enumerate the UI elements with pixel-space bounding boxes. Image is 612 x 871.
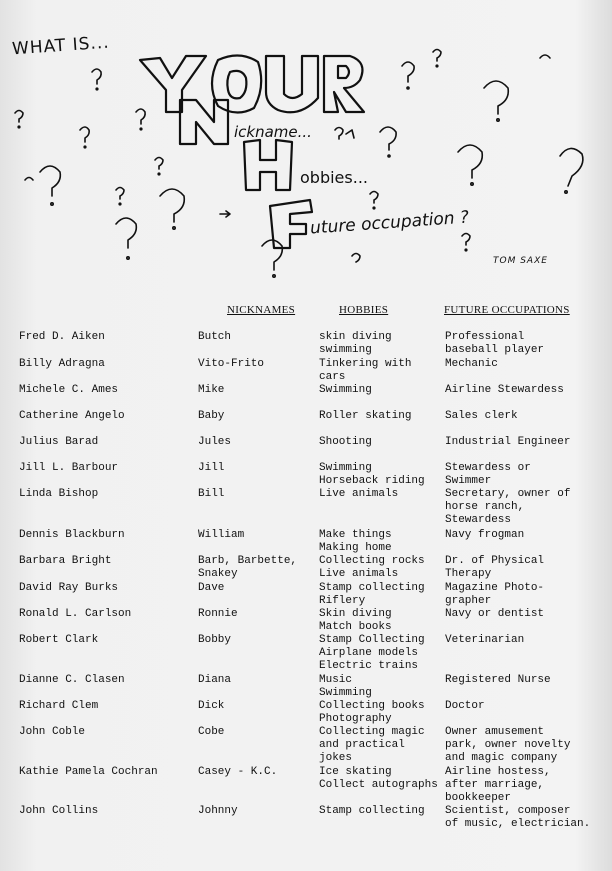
student-name: Billy Adragna: [19, 358, 105, 370]
student-nickname: Diana: [198, 674, 232, 686]
future-occupation-word: uture occupation ?: [309, 207, 470, 239]
nickname-word: ickname...: [234, 123, 312, 141]
student-future-occupation: Registered Nurse: [445, 674, 551, 686]
student-future-occupation: Industrial Engineer: [445, 436, 571, 448]
student-future-occupation: Navy or dentist: [445, 608, 545, 620]
student-hobbies: Swimming: [319, 384, 372, 396]
student-hobbies: Make things Making home: [319, 529, 392, 554]
student-future-occupation: Airline hostess, after marriage, bookkeeper: [445, 766, 551, 804]
student-hobbies: Stamp collecting: [319, 805, 425, 817]
student-name: Barbara Bright: [19, 555, 112, 567]
student-name: Robert Clark: [19, 634, 99, 646]
student-hobbies: Collecting books Photography: [319, 700, 425, 725]
what-is-heading: WHAT IS...: [11, 32, 111, 60]
student-name: Richard Clem: [19, 700, 99, 712]
student-name: Dianne C. Clasen: [19, 674, 125, 686]
student-hobbies: Collecting magic and practical jokes: [319, 726, 425, 764]
student-nickname: Johnny: [198, 805, 238, 817]
student-hobbies: Stamp Collecting Airplane models Electric trains: [319, 634, 425, 672]
hobbies-column-header: HOBBIES: [339, 304, 389, 316]
student-nickname: Baby: [198, 410, 225, 422]
student-hobbies: Collecting rocks Live animals: [319, 555, 425, 580]
student-future-occupation: Airline Stewardess: [445, 384, 564, 396]
student-hobbies: Live animals: [319, 488, 399, 500]
student-name: David Ray Burks: [19, 582, 119, 594]
student-future-occupation: Professional baseball player: [445, 331, 545, 356]
author-signature: TOM SAXE: [493, 256, 548, 266]
student-future-occupation: Secretary, owner of horse ranch, Stewardess: [445, 488, 571, 526]
student-hobbies: Tinkering with cars: [319, 358, 412, 383]
student-future-occupation: Doctor: [445, 700, 485, 712]
student-future-occupation: Mechanic: [445, 358, 498, 370]
student-nickname: Dave: [198, 582, 225, 594]
student-future-occupation: Magazine Photo- grapher: [445, 582, 545, 607]
student-hobbies: skin diving swimming: [319, 331, 392, 356]
student-hobbies: Music Swimming: [319, 674, 372, 699]
student-nickname: Butch: [198, 331, 232, 343]
student-nickname: Bill: [198, 488, 225, 500]
your-lettering: [140, 55, 364, 112]
student-nickname: Vito-Frito: [198, 358, 265, 370]
student-future-occupation: Sales clerk: [445, 410, 518, 422]
student-future-occupation: Owner amusement park, owner novelty and magic company: [445, 726, 571, 764]
student-nickname: Barb, Barbette, Snakey: [198, 555, 298, 580]
student-hobbies: Skin diving Match books: [319, 608, 392, 633]
student-name: Julius Barad: [19, 436, 99, 448]
student-nickname: Jill: [198, 462, 225, 474]
student-hobbies: Swimming Horseback riding: [319, 462, 425, 487]
h-letter: [244, 140, 292, 190]
student-name: Linda Bishop: [19, 488, 99, 500]
student-nickname: Mike: [198, 384, 225, 396]
student-name: Jill L. Barbour: [19, 462, 119, 474]
student-name: Kathie Pamela Cochran: [19, 766, 158, 778]
nicknames-column-header: NICKNAMES: [227, 304, 296, 316]
student-name: John Coble: [19, 726, 86, 738]
student-future-occupation: Scientist, composer of music, electrician.: [445, 805, 591, 830]
student-nickname: Ronnie: [198, 608, 238, 620]
student-future-occupation: Stewardess or Swimmer: [445, 462, 531, 487]
future-occupations-column-header: FUTURE OCCUPATIONS: [444, 304, 570, 316]
student-name: Catherine Angelo: [19, 410, 125, 422]
student-nickname: William: [198, 529, 245, 541]
student-nickname: Bobby: [198, 634, 232, 646]
student-name: Michele C. Ames: [19, 384, 119, 396]
student-hobbies: Roller skating: [319, 410, 412, 422]
hobbies-word: obbies...: [300, 168, 368, 187]
student-hobbies: Shooting: [319, 436, 372, 448]
student-hobbies: Ice skating Collect autographs: [319, 766, 438, 791]
student-nickname: Casey - K.C.: [198, 766, 278, 778]
student-hobbies: Stamp collecting Riflery: [319, 582, 425, 607]
student-future-occupation: Navy frogman: [445, 529, 525, 541]
student-future-occupation: Dr. of Physical Therapy: [445, 555, 545, 580]
student-name: John Collins: [19, 805, 99, 817]
student-nickname: Cobe: [198, 726, 225, 738]
student-name: Ronald L. Carlson: [19, 608, 132, 620]
student-name: Dennis Blackburn: [19, 529, 125, 541]
student-future-occupation: Veterinarian: [445, 634, 525, 646]
student-name: Fred D. Aiken: [19, 331, 105, 343]
student-nickname: Dick: [198, 700, 225, 712]
student-nickname: Jules: [198, 436, 232, 448]
